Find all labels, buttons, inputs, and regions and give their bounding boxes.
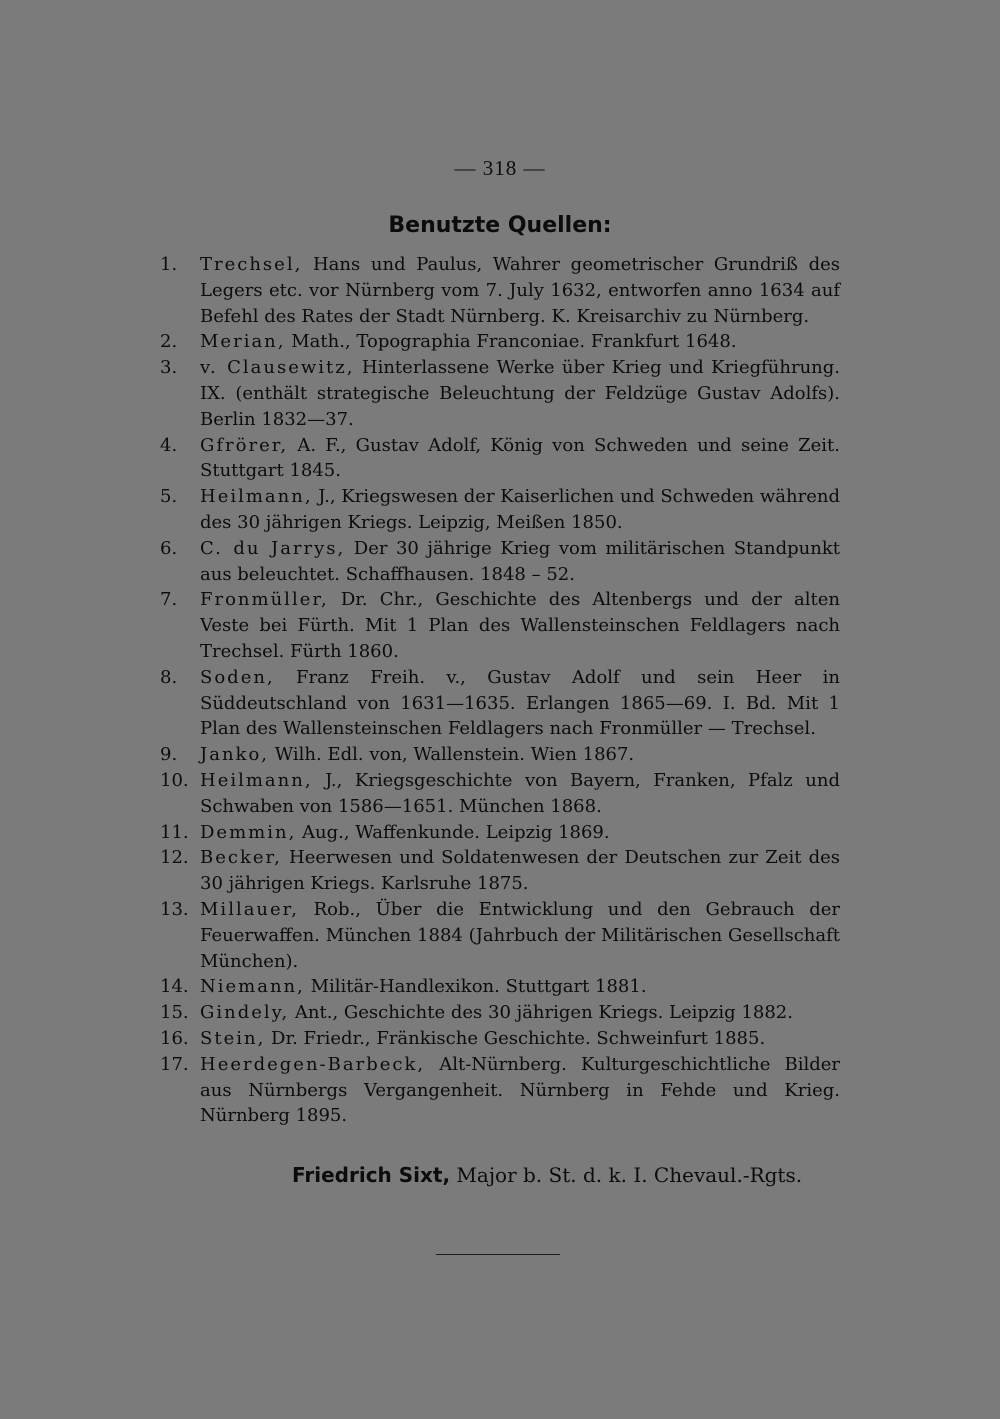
entry-text: Wilh. Edl. von, Wallenstein. Wien 1867. xyxy=(269,744,635,766)
entry-author: Heerdegen-Barbeck, xyxy=(200,1053,426,1075)
source-entry xyxy=(160,329,840,355)
source-entry xyxy=(160,897,840,974)
entry-author: Trechsel, xyxy=(200,254,303,275)
entry-number: 8. xyxy=(160,666,178,688)
entry-author: Soden, xyxy=(200,666,275,688)
signature xyxy=(292,1163,852,1187)
entry-author: Heilmann, xyxy=(200,769,313,791)
entry-text: J., Kriegswesen der Kaiserlichen und Schweden während des 30 jährigen Kriegs. Leipzig, Meißen 1850. xyxy=(200,486,840,533)
entry-author: Gfrörer, xyxy=(200,434,289,456)
entry-text: Dr. Friedr., Fränkische Geschichte. Schweinfurt 1885. xyxy=(265,1027,766,1049)
page-number: — 318 — xyxy=(454,156,546,180)
source-entry xyxy=(160,845,840,897)
entry-text: Militär-Handlexikon. Stuttgart 1881. xyxy=(304,976,647,998)
entry-text: A. F., Gustav Adolf, König von Schweden und seine Zeit. Stuttgart 1845. xyxy=(200,434,840,482)
entry-number: 2. xyxy=(160,331,178,353)
section-heading: Benutzte Quellen: xyxy=(388,213,612,238)
entry-text: Alt-Nürnberg. Kulturgeschichtliche Bilder aus Nürnbergs Vergangenheit. Nürnberg in Fehde und Krieg. Nürnberg 1895. xyxy=(200,1053,840,1127)
source-entry xyxy=(160,1052,840,1129)
entry-text: Franz Freih. v., Gustav Adolf und sein Heer in Süddeutschland von 1631—1635. Erlangen 1865—69. I. Bd. Mit 1 Plan des Wallensteinschen Feldlagers nach Fronmüller — Trechsel. xyxy=(200,666,840,740)
source-entry xyxy=(160,1000,840,1026)
entry-author: Becker, xyxy=(200,847,282,869)
source-entry xyxy=(160,1026,840,1052)
entry-text: Aug., Waffenkunde. Leipzig 1869. xyxy=(296,821,610,843)
entry-author: Janko, xyxy=(200,744,270,766)
entry-author: Heilmann, xyxy=(200,486,313,508)
source-entry xyxy=(160,665,840,742)
entry-author: Stein, xyxy=(200,1027,266,1049)
entry-text: Ant., Geschichte des 30 jährigen Kriegs. Leipzig 1882. xyxy=(289,1002,793,1024)
entry-text: Dr. Chr., Geschichte des Altenbergs und der alten Veste bei Fürth. Mit 1 Plan des Wallensteinschen Feldlagers nach Trechsel. Fürth 1860. xyxy=(200,589,840,662)
signature-name: Friedrich Sixt, xyxy=(292,1163,451,1187)
closing-rule xyxy=(436,1254,560,1255)
entry-author: v. Clausewitz, xyxy=(200,357,355,379)
entry-author: C. du Jarrys, xyxy=(200,537,346,559)
entry-text: Hans und Paulus, Wahrer geometrischer Grundriß des Legers etc. vor Nürnberg vom 7. July 1632, entworfen anno 1634 auf Befehl des Rates der Stadt Nürnberg. K. Kreisarchiv zu Nürnberg. xyxy=(200,254,840,327)
entry-number: 10. xyxy=(160,769,189,791)
entry-number: 3. xyxy=(160,357,178,379)
sources-list xyxy=(160,252,840,1129)
entry-number: 13. xyxy=(160,898,189,920)
entry-number: 4. xyxy=(160,434,178,456)
source-entry xyxy=(160,433,840,485)
entry-number: 11. xyxy=(160,821,189,843)
entry-number: 7. xyxy=(160,589,178,611)
entry-text: Rob., Über die Entwicklung und den Gebrauch der Feuerwaffen. München 1884 (Jahrbuch der Militärischen Gesellschaft München). xyxy=(200,898,840,972)
source-entry xyxy=(160,820,840,846)
source-entry xyxy=(160,974,840,1000)
entry-author: Fronmüller, xyxy=(200,589,329,611)
entry-number: 1. xyxy=(160,254,178,275)
source-entry xyxy=(160,355,840,432)
entry-text: Heerwesen und Soldatenwesen der Deutschen zur Zeit des 30 jährigen Kriegs. Karlsruhe 1875. xyxy=(200,847,840,895)
entry-author: Niemann, xyxy=(200,976,305,998)
source-entry xyxy=(160,252,840,329)
source-entry xyxy=(160,587,840,664)
source-entry xyxy=(160,536,840,588)
entry-number: 14. xyxy=(160,976,189,998)
source-entry xyxy=(160,768,840,820)
entry-number: 5. xyxy=(160,486,178,508)
entry-number: 6. xyxy=(160,537,178,559)
entry-number: 16. xyxy=(160,1027,189,1049)
entry-number: 17. xyxy=(160,1053,189,1075)
entry-text: Der 30 jährige Krieg vom militärischen Standpunkt aus beleuchtet. Schaffhausen. 1848 – 52. xyxy=(200,537,840,585)
entry-author: Millauer, xyxy=(200,898,300,920)
entry-number: 12. xyxy=(160,847,189,869)
entry-author: Gindely, xyxy=(200,1002,290,1024)
entry-author: Demmin, xyxy=(200,821,297,843)
entry-text: Math., Topographia Franconiae. Frankfurt 1648. xyxy=(285,331,737,353)
entry-number: 15. xyxy=(160,1002,189,1024)
entry-number: 9. xyxy=(160,744,178,766)
source-entry xyxy=(160,742,840,768)
entry-text: J., Kriegsgeschichte von Bayern, Franken, Pfalz und Schwaben von 1586—1651. München 1868. xyxy=(200,769,840,817)
entry-author: Merian, xyxy=(200,331,286,353)
entry-text: Hinterlassene Werke über Krieg und Kriegführung. IX. (enthält strategische Beleuchtung der Feldzüge Gustav Adolfs). Berlin 1832—37. xyxy=(200,357,840,430)
source-entry xyxy=(160,484,840,536)
signature-rank: Major b. St. d. k. I. Chevaul.-Rgts. xyxy=(450,1163,803,1187)
